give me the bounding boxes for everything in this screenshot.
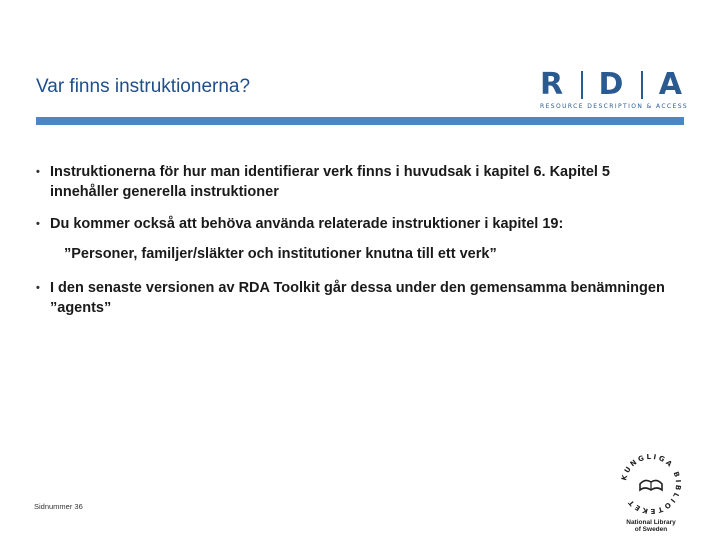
slide-number: Sidnummer 36 xyxy=(34,502,83,511)
rda-logo-divider xyxy=(641,71,643,99)
rda-logo-letter-a: A xyxy=(658,67,684,102)
library-name-line1: National Library xyxy=(626,519,676,526)
library-name-line2: of Sweden xyxy=(634,526,668,533)
bullet-item: • I den senaste versionen av RDA Toolkit går dessa under den gemensamma benämningen ”agents” xyxy=(36,278,676,318)
rda-logo-letter-d: D xyxy=(598,67,626,102)
kungliga-biblioteket-seal-icon xyxy=(614,454,688,514)
slide-title: Var finns instruktionerna? xyxy=(36,76,251,97)
quoted-chapter-title: ”Personer, familjer/släkter och institutioner knutna till ett verk” xyxy=(64,246,497,262)
rda-logo-letter-r: R xyxy=(540,67,566,102)
title-divider-bar xyxy=(36,117,684,125)
rda-logo-divider xyxy=(581,71,583,99)
bullet-item: • Instruktionerna för hur man identifierar verk finns i huvudsak i kapitel 6. Kapitel 5 innehåller generella instruktioner xyxy=(36,162,676,202)
bullet-item: • Du kommer också att behöva använda relaterade instruktioner i kapitel 19: xyxy=(36,214,676,234)
seal-ring-text: KUNGLIGA BIBLIOTEKET xyxy=(620,454,683,514)
rda-logo xyxy=(540,67,689,110)
rda-logo-tagline: RESOURCE DESCRIPTION & ACCESS xyxy=(540,103,689,110)
slide-body xyxy=(36,162,676,330)
national-library-logo xyxy=(614,454,688,533)
